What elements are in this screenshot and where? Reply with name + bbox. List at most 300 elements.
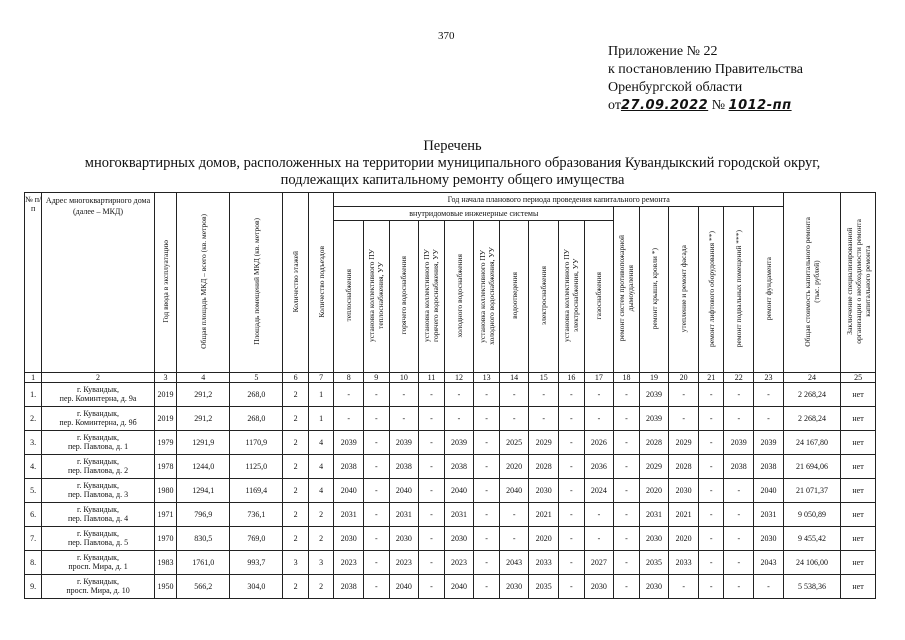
row-premises-area: 304,0 [230, 575, 283, 599]
row-repair-year: - [364, 575, 390, 599]
row-conclusion: нет [841, 431, 876, 455]
table-row [25, 431, 876, 455]
row-repair-year: 2024 [584, 479, 614, 503]
row-repair-year: 2030 [334, 527, 364, 551]
header-period-group: Год начала планового периода проведения капитального ремонта [334, 193, 784, 207]
row-conclusion: нет [841, 383, 876, 407]
row-repair-year: - [559, 455, 585, 479]
row-repair-year: 2028 [639, 431, 669, 455]
header-total-area [177, 193, 230, 373]
header-cold-water [444, 221, 474, 373]
address-city: г. Кувандык, [77, 385, 119, 394]
header-conclusion-line-1: Заключение специализированной [844, 228, 854, 336]
address-street: просп. Мира, д. 1 [68, 561, 128, 571]
header-num: № п/п [25, 193, 42, 373]
row-address [42, 407, 154, 431]
address-street: пер. Коминтерна, д. 9б [59, 417, 137, 427]
column-number: 5 [230, 373, 283, 383]
address-city: г. Кувандык, [77, 481, 119, 490]
column-number: 3 [154, 373, 176, 383]
row-repair-year: - [584, 407, 614, 431]
header-fire-systems-line-2: дымоудаления [626, 265, 636, 312]
header-heat-meter-line-2: теплоснабжения, УУ [376, 262, 386, 329]
row-repair-year: - [559, 383, 585, 407]
row-repair-year: - [559, 407, 585, 431]
row-year-built: 1950 [154, 575, 176, 599]
handwritten-date: 27.09.2022 [620, 98, 709, 113]
column-number: 1 [25, 373, 42, 383]
row-repair-year: - [364, 455, 390, 479]
row-conclusion: нет [841, 575, 876, 599]
column-number: 14 [499, 373, 529, 383]
header-heat-meter-line-1: установка коллективного ПУ [367, 249, 377, 342]
row-entrances: 2 [308, 527, 334, 551]
row-entrances: 4 [308, 431, 334, 455]
row-conclusion: нет [841, 503, 876, 527]
row-repair-year: 2030 [639, 575, 669, 599]
row-repair-year: - [474, 431, 500, 455]
row-entrances: 3 [308, 551, 334, 575]
row-repair-year: 2030 [669, 479, 699, 503]
header-floors [283, 193, 309, 373]
row-repair-year: - [698, 527, 724, 551]
row-repair-year: 2039 [754, 431, 784, 455]
row-num: 4. [25, 455, 42, 479]
header-conclusion-line-2: организации о необходимости ремонта [853, 219, 863, 344]
column-number: 12 [444, 373, 474, 383]
row-repair-year: - [419, 503, 445, 527]
row-repair-year: - [724, 407, 754, 431]
header-electricity-meter-line-2: электроснабжения, УУ [571, 258, 581, 333]
header-hot-water-meter-line-1: установка коллективного ПУ [422, 249, 432, 342]
row-repair-year: 2039 [444, 431, 474, 455]
header-year-built [154, 193, 176, 373]
row-address [42, 503, 154, 527]
column-number: 23 [754, 373, 784, 383]
row-repair-year: 2030 [639, 527, 669, 551]
row-repair-year: - [419, 551, 445, 575]
row-repair-year: 2023 [444, 551, 474, 575]
header-electricity-meter [559, 221, 585, 373]
row-total-cost: 2 268,24 [783, 383, 840, 407]
row-floors: 2 [283, 503, 309, 527]
row-year-built: 2019 [154, 407, 176, 431]
row-repair-year: 2035 [639, 551, 669, 575]
row-total-cost: 9 050,89 [783, 503, 840, 527]
header-facade-line-1: утепление и ремонт фасада [679, 244, 689, 333]
row-repair-year: 2027 [584, 551, 614, 575]
table-row [25, 479, 876, 503]
column-number: 4 [177, 373, 230, 383]
header-cold-water-meter-line-1: установка коллективного ПУ [477, 249, 487, 342]
column-number: 15 [529, 373, 559, 383]
row-repair-year: - [364, 551, 390, 575]
header-electricity-meter-line-1: установка коллективного ПУ [562, 249, 572, 342]
row-total-area: 1244,0 [177, 455, 230, 479]
row-repair-year: 2020 [499, 455, 529, 479]
row-address [42, 527, 154, 551]
row-repair-year: - [698, 575, 724, 599]
header-electricity [529, 221, 559, 373]
address-street: пер. Павлова, д. 5 [67, 537, 129, 547]
row-floors: 2 [283, 383, 309, 407]
row-repair-year: - [614, 527, 640, 551]
row-repair-year: - [419, 407, 445, 431]
row-conclusion: нет [841, 551, 876, 575]
row-total-cost: 5 538,36 [783, 575, 840, 599]
row-repair-year: - [499, 503, 529, 527]
row-repair-year: - [614, 383, 640, 407]
appendix-line-1: Приложение № 22 [608, 44, 718, 59]
handwritten-number: 1012-пп [728, 98, 792, 113]
row-address [42, 431, 154, 455]
row-repair-year: - [698, 407, 724, 431]
row-repair-year: 2031 [444, 503, 474, 527]
row-premises-area: 1169,4 [230, 479, 283, 503]
row-repair-year: - [419, 383, 445, 407]
row-repair-year: - [724, 527, 754, 551]
row-repair-year: 2039 [334, 431, 364, 455]
row-repair-year: 2021 [529, 503, 559, 527]
header-total-cost [783, 193, 840, 373]
header-foundation [754, 207, 784, 373]
row-repair-year: - [559, 479, 585, 503]
header-heating-line-1: теплоснабжения [344, 269, 354, 322]
row-repair-year: 2030 [444, 527, 474, 551]
table-row [25, 551, 876, 575]
column-number: 16 [559, 373, 585, 383]
row-repair-year: 2039 [389, 431, 419, 455]
row-floors: 2 [283, 431, 309, 455]
row-repair-year: - [724, 383, 754, 407]
row-repair-year: 2038 [334, 455, 364, 479]
row-repair-year: - [364, 431, 390, 455]
header-hot-water-meter [419, 221, 445, 373]
address-city: г. Кувандык, [77, 553, 119, 562]
row-repair-year: 2039 [639, 383, 669, 407]
row-repair-year: 2031 [639, 503, 669, 527]
row-repair-year: - [669, 575, 699, 599]
header-entrances-line-1: Количество подъездов [316, 245, 326, 318]
row-entrances: 1 [308, 407, 334, 431]
row-repair-year: - [584, 383, 614, 407]
row-total-area: 1291,9 [177, 431, 230, 455]
row-entrances: 1 [308, 383, 334, 407]
row-num: 2. [25, 407, 42, 431]
header-sewerage [499, 221, 529, 373]
row-repair-year: - [724, 479, 754, 503]
row-repair-year: 2038 [389, 455, 419, 479]
row-floors: 2 [283, 455, 309, 479]
table-row [25, 455, 876, 479]
row-repair-year: - [614, 575, 640, 599]
row-repair-year: - [419, 479, 445, 503]
header-roof-line-1: ремонт крыши, кровли *) [649, 247, 659, 330]
row-repair-year: 2038 [334, 575, 364, 599]
row-repair-year: - [474, 455, 500, 479]
row-repair-year: - [364, 407, 390, 431]
row-year-built: 1979 [154, 431, 176, 455]
table-row [25, 383, 876, 407]
row-repair-year: 2020 [669, 527, 699, 551]
row-repair-year: 2028 [669, 455, 699, 479]
appendix-line-2: к постановлению Правительства [608, 62, 804, 77]
row-repair-year: - [584, 527, 614, 551]
row-repair-year: - [364, 479, 390, 503]
repair-table [24, 192, 876, 599]
row-repair-year: - [698, 551, 724, 575]
row-num: 3. [25, 431, 42, 455]
row-premises-area: 268,0 [230, 383, 283, 407]
row-repair-year: 2020 [529, 527, 559, 551]
row-repair-year: 2021 [669, 503, 699, 527]
row-repair-year: 2031 [334, 503, 364, 527]
column-number: 8 [334, 373, 364, 383]
number-prefix: № [711, 98, 726, 113]
row-entrances: 4 [308, 455, 334, 479]
row-repair-year: 2028 [529, 455, 559, 479]
row-repair-year: 2031 [754, 503, 784, 527]
row-conclusion: нет [841, 479, 876, 503]
row-repair-year: - [364, 527, 390, 551]
address-street: пер. Коминтерна, д. 9а [59, 393, 137, 403]
header-elevator-line-1: ремонт лифтового оборудования **) [706, 230, 716, 347]
row-repair-year: 2020 [639, 479, 669, 503]
title-line-3: подлежащих капитальному ремонту общего имущества [280, 172, 625, 188]
row-total-cost: 21 694,06 [783, 455, 840, 479]
row-repair-year: - [474, 407, 500, 431]
row-repair-year: - [559, 575, 585, 599]
header-roof [639, 207, 669, 373]
row-repair-year: 2038 [754, 455, 784, 479]
row-repair-year: - [698, 455, 724, 479]
row-repair-year: 2029 [639, 455, 669, 479]
row-total-cost: 21 071,37 [783, 479, 840, 503]
row-repair-year: 2030 [529, 479, 559, 503]
row-num: 6. [25, 503, 42, 527]
row-repair-year: 2033 [669, 551, 699, 575]
row-repair-year: 2026 [584, 431, 614, 455]
header-gas [584, 221, 614, 373]
row-total-area: 291,2 [177, 407, 230, 431]
row-premises-area: 736,1 [230, 503, 283, 527]
row-repair-year: - [614, 503, 640, 527]
column-number: 25 [841, 373, 876, 383]
row-repair-year: - [474, 551, 500, 575]
row-repair-year: - [499, 527, 529, 551]
row-entrances: 4 [308, 479, 334, 503]
row-premises-area: 993,7 [230, 551, 283, 575]
table-row [25, 407, 876, 431]
header-address: Адрес многоквартирного дома (далее – МКД) [42, 193, 154, 373]
row-repair-year: - [698, 383, 724, 407]
row-entrances: 2 [308, 575, 334, 599]
row-repair-year: - [364, 383, 390, 407]
row-repair-year: 2033 [529, 551, 559, 575]
row-conclusion: нет [841, 455, 876, 479]
row-repair-year: - [559, 551, 585, 575]
row-repair-year: 2040 [444, 479, 474, 503]
row-repair-year: - [474, 575, 500, 599]
column-number: 22 [724, 373, 754, 383]
row-total-cost: 2 268,24 [783, 407, 840, 431]
row-repair-year: - [754, 575, 784, 599]
row-floors: 2 [283, 527, 309, 551]
row-repair-year: - [499, 407, 529, 431]
row-total-cost: 9 455,42 [783, 527, 840, 551]
row-repair-year: - [364, 503, 390, 527]
row-repair-year: - [334, 383, 364, 407]
page-number: 370 [438, 30, 455, 42]
column-number-row [25, 373, 876, 383]
row-repair-year: 2035 [529, 575, 559, 599]
appendix-date-line [608, 97, 803, 115]
header-basement-line-1: ремонт подвальных помещений ***) [734, 229, 744, 348]
row-repair-year: - [334, 407, 364, 431]
row-total-area: 291,2 [177, 383, 230, 407]
header-sewerage-line-1: водоотведения [509, 272, 519, 319]
row-floors: 2 [283, 575, 309, 599]
header-foundation-line-1: ремонт фундамента [764, 256, 774, 321]
row-repair-year: - [529, 407, 559, 431]
appendix-block [608, 43, 803, 115]
row-repair-year: 2039 [724, 431, 754, 455]
row-repair-year: - [419, 455, 445, 479]
row-repair-year: 2040 [754, 479, 784, 503]
row-repair-year: 2043 [754, 551, 784, 575]
header-facade [669, 207, 699, 373]
address-street: пер. Павлова, д. 1 [67, 441, 129, 451]
header-heat-meter [364, 221, 390, 373]
header-cold-water-line-1: холодного водоснабжения [454, 253, 464, 338]
row-repair-year: 2029 [529, 431, 559, 455]
header-floors-line-1: Количество этажей [291, 250, 301, 313]
header-conclusion [841, 193, 876, 373]
row-total-area: 1761,0 [177, 551, 230, 575]
address-city: г. Кувандык, [77, 409, 119, 418]
row-repair-year: - [698, 431, 724, 455]
row-repair-year: 2040 [444, 575, 474, 599]
row-repair-year: 2040 [499, 479, 529, 503]
header-entrances [308, 193, 334, 373]
row-floors: 2 [283, 407, 309, 431]
header-total-cost-line-1: Общая стоимость капитального ремонта [803, 216, 813, 347]
row-num: 8. [25, 551, 42, 575]
table-row [25, 503, 876, 527]
address-city: г. Кувандык, [77, 529, 119, 538]
row-conclusion: нет [841, 527, 876, 551]
row-repair-year: - [389, 407, 419, 431]
row-repair-year: 2040 [389, 575, 419, 599]
header-premises-area-line-1: Площадь помещений МКД (кв. метров) [251, 218, 261, 345]
row-repair-year: 2030 [499, 575, 529, 599]
row-repair-year: 2040 [389, 479, 419, 503]
header-conclusion-line-3: капитального ремонта [862, 245, 872, 318]
row-repair-year: 2023 [389, 551, 419, 575]
column-number: 20 [669, 373, 699, 383]
header-cold-water-meter-line-2: холодного водоснабжения, УУ [486, 246, 496, 345]
row-num: 9. [25, 575, 42, 599]
row-year-built: 1983 [154, 551, 176, 575]
row-repair-year: - [669, 383, 699, 407]
row-year-built: 1970 [154, 527, 176, 551]
row-premises-area: 1125,0 [230, 455, 283, 479]
row-repair-year: - [614, 455, 640, 479]
row-repair-year: 2039 [639, 407, 669, 431]
header-total-area-line-1: Общая площадь МКД – всего (кв. метров) [198, 214, 208, 349]
row-repair-year: - [419, 431, 445, 455]
row-repair-year: - [584, 503, 614, 527]
row-repair-year: 2038 [444, 455, 474, 479]
column-number: 18 [614, 373, 640, 383]
row-repair-year: 2030 [754, 527, 784, 551]
header-electricity-line-1: электроснабжения [539, 266, 549, 325]
row-address [42, 479, 154, 503]
row-total-area: 796,9 [177, 503, 230, 527]
row-repair-year: - [419, 575, 445, 599]
row-repair-year: - [614, 551, 640, 575]
row-repair-year: - [698, 479, 724, 503]
row-total-area: 830,5 [177, 527, 230, 551]
header-hot-water-meter-line-2: горячего водоснабжения, УУ [431, 249, 441, 342]
row-total-area: 1294,1 [177, 479, 230, 503]
row-repair-year: - [444, 383, 474, 407]
row-repair-year: - [444, 407, 474, 431]
row-repair-year: - [474, 527, 500, 551]
row-repair-year: - [389, 383, 419, 407]
column-number: 17 [584, 373, 614, 383]
row-total-cost: 24 167,80 [783, 431, 840, 455]
column-number: 6 [283, 373, 309, 383]
column-number: 10 [389, 373, 419, 383]
column-number: 9 [364, 373, 390, 383]
address-street: просп. Мира, д. 10 [66, 585, 130, 595]
row-repair-year: - [754, 407, 784, 431]
title-line-2: многоквартирных домов, расположенных на территории муниципального образования Кувандыкский городской округ, [84, 155, 821, 171]
row-conclusion: нет [841, 407, 876, 431]
row-repair-year: - [559, 527, 585, 551]
row-repair-year: 2030 [584, 575, 614, 599]
column-number: 21 [698, 373, 724, 383]
row-year-built: 1980 [154, 479, 176, 503]
address-street: пер. Павлова, д. 3 [67, 489, 129, 499]
row-repair-year: - [614, 431, 640, 455]
address-city: г. Кувандык, [77, 577, 119, 586]
address-street: пер. Павлова, д. 4 [67, 513, 129, 523]
column-number: 13 [474, 373, 500, 383]
date-prefix: от [608, 98, 621, 113]
row-repair-year: - [754, 383, 784, 407]
address-city: г. Кувандык, [77, 505, 119, 514]
row-repair-year: - [724, 551, 754, 575]
row-repair-year: - [559, 431, 585, 455]
header-year-built-line-1: Год ввода в эксплуатацию [160, 240, 170, 323]
row-repair-year: 2036 [584, 455, 614, 479]
document-title [0, 138, 905, 189]
title-line-1: Перечень [423, 138, 482, 154]
header-elevator [698, 207, 724, 373]
column-number: 7 [308, 373, 334, 383]
row-repair-year: - [499, 383, 529, 407]
header-fire-systems [614, 207, 640, 373]
header-engineering-group: внутридомовые инженерные системы [334, 207, 614, 221]
row-repair-year: - [474, 383, 500, 407]
row-premises-area: 1170,9 [230, 431, 283, 455]
row-repair-year: - [559, 503, 585, 527]
row-repair-year: 2029 [669, 431, 699, 455]
row-year-built: 1971 [154, 503, 176, 527]
row-total-area: 566,2 [177, 575, 230, 599]
